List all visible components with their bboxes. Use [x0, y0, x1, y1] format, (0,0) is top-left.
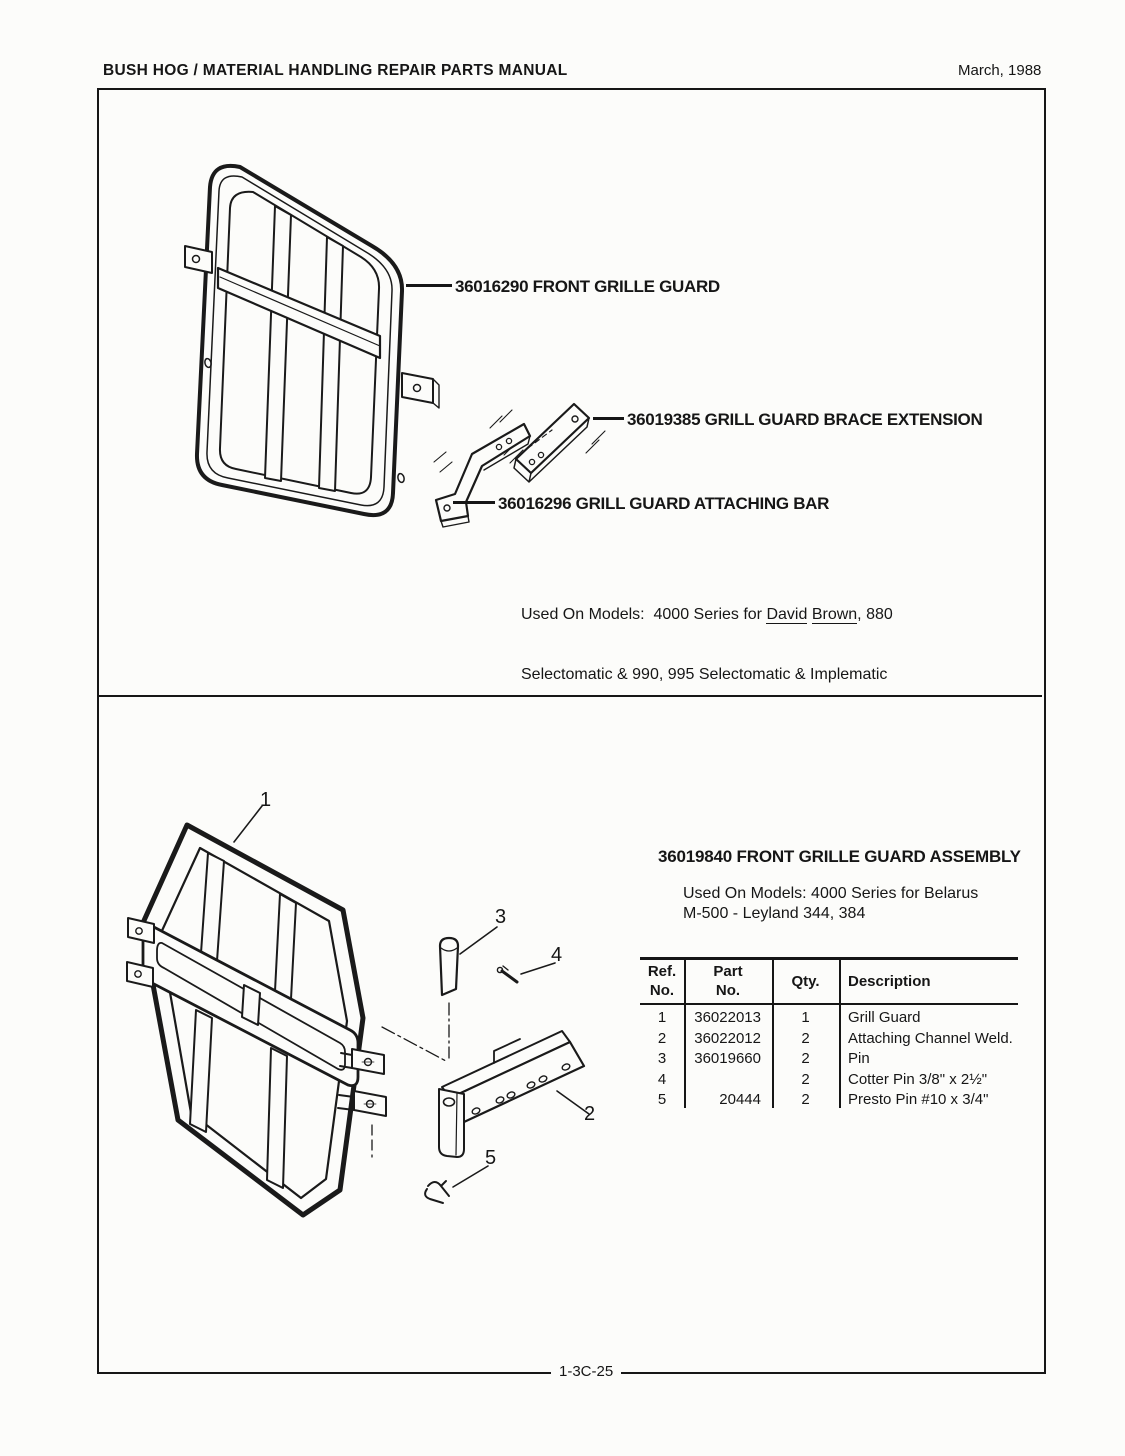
centerline-diagonal: [382, 1027, 446, 1061]
part-label-attaching-bar: 36016296 GRILL GUARD ATTACHING BAR: [498, 494, 830, 513]
used-on-line-1: Used On Models: 4000 Series for Belarus: [683, 885, 979, 902]
callout-leader-5: [453, 1166, 488, 1187]
part-label-brace-extension: 36019385 GRILL GUARD BRACE EXTENSION: [627, 410, 983, 429]
cell-ref: 1: [657, 1009, 667, 1026]
cell-description: Attaching Channel Weld.: [848, 1029, 1013, 1047]
used-on-line-2: Selectomatic & 990, 995 Selectomatic & Implematic: [521, 666, 888, 683]
pin-part: [440, 938, 458, 995]
table-row: [640, 1070, 1018, 1091]
callout-leader-4: [521, 963, 555, 974]
channel-left-end: [439, 1089, 464, 1157]
callout-leader-1: [234, 806, 262, 842]
band-center-connector: [242, 985, 260, 1025]
cell-qty: 2: [801, 1029, 810, 1047]
callout-2: 2: [584, 1103, 596, 1125]
leader-line: [453, 501, 495, 504]
cell-part: 20444: [719, 1091, 761, 1109]
table-column-rule: [839, 957, 841, 1108]
column-header-ref-no: Ref. No.: [647, 963, 677, 999]
guard-vertical-bar: [267, 1048, 287, 1188]
cell-ref: 4: [657, 1070, 667, 1088]
table-header-row: [640, 960, 1018, 1003]
cotter-pin-prong: [503, 966, 508, 970]
cell-ref: 5: [657, 1091, 667, 1109]
cotter-pin-part: [502, 971, 517, 982]
table-row: [640, 1090, 1018, 1111]
table-row: [640, 1008, 1018, 1029]
cell-part: 36022013: [694, 1009, 761, 1026]
cell-qty: 2: [801, 1091, 810, 1109]
cell-part: [684, 1070, 772, 1091]
parts-table: [640, 957, 1018, 1111]
cell-qty: 1: [801, 1009, 810, 1026]
table-column-rule: [772, 957, 774, 1108]
callout-4: 4: [551, 944, 563, 966]
cell-ref: 3: [657, 1050, 667, 1068]
table-row: [640, 1029, 1018, 1050]
used-on-line-1: Used On Models: 4000 Series for David Brown, 880: [521, 606, 893, 623]
table-row: [640, 1049, 1018, 1070]
part-label-front-grille-guard: 36016290 FRONT GRILLE GUARD: [455, 277, 720, 296]
cell-part: 36019660: [694, 1050, 761, 1068]
callout-3: 3: [495, 906, 507, 928]
used-on-models-bottom: [683, 884, 978, 924]
table-column-rule: [684, 957, 686, 1108]
cell-part: 36022012: [694, 1029, 761, 1047]
header-date: March, 1988: [958, 62, 1042, 79]
table-body: [640, 1005, 1018, 1111]
cell-ref: 2: [657, 1029, 667, 1047]
cell-qty: 2: [801, 1050, 810, 1068]
cell-description: Grill Guard: [848, 1009, 921, 1026]
used-on-line-2: M-500 - Leyland 344, 384: [683, 905, 866, 922]
frame-hole: [397, 473, 405, 483]
callout-1: 1: [260, 789, 272, 811]
presto-pin-part: [425, 1181, 449, 1203]
grille-guard-assembly-drawing: [110, 775, 630, 1275]
page-title: BUSH HOG / MATERIAL HANDLING REPAIR PARTS MANUAL: [103, 62, 568, 79]
column-header-description: Description: [848, 972, 931, 990]
used-on-models-top: [521, 565, 893, 705]
guard-right-plate: [354, 1091, 386, 1116]
column-header-part-no: Part No.: [713, 963, 743, 999]
column-header-qty: Qty.: [791, 972, 820, 990]
cell-qty: 2: [801, 1070, 810, 1088]
leader-line: [406, 284, 452, 287]
front-grille-guard-drawing: [100, 110, 660, 560]
callout-5: 5: [485, 1147, 497, 1169]
grille-right-tab: [402, 373, 433, 403]
cell-description: Cotter Pin 3/8" x 2½": [848, 1070, 988, 1088]
cell-description: Pin: [848, 1050, 870, 1068]
page-number: 1-3C-25: [551, 1363, 621, 1380]
callout-leader-3: [460, 927, 497, 954]
leader-line: [593, 417, 624, 420]
cell-description: Presto Pin #10 x 3/4": [848, 1091, 989, 1109]
assembly-title: 36019840 FRONT GRILLE GUARD ASSEMBLY: [658, 847, 1021, 866]
